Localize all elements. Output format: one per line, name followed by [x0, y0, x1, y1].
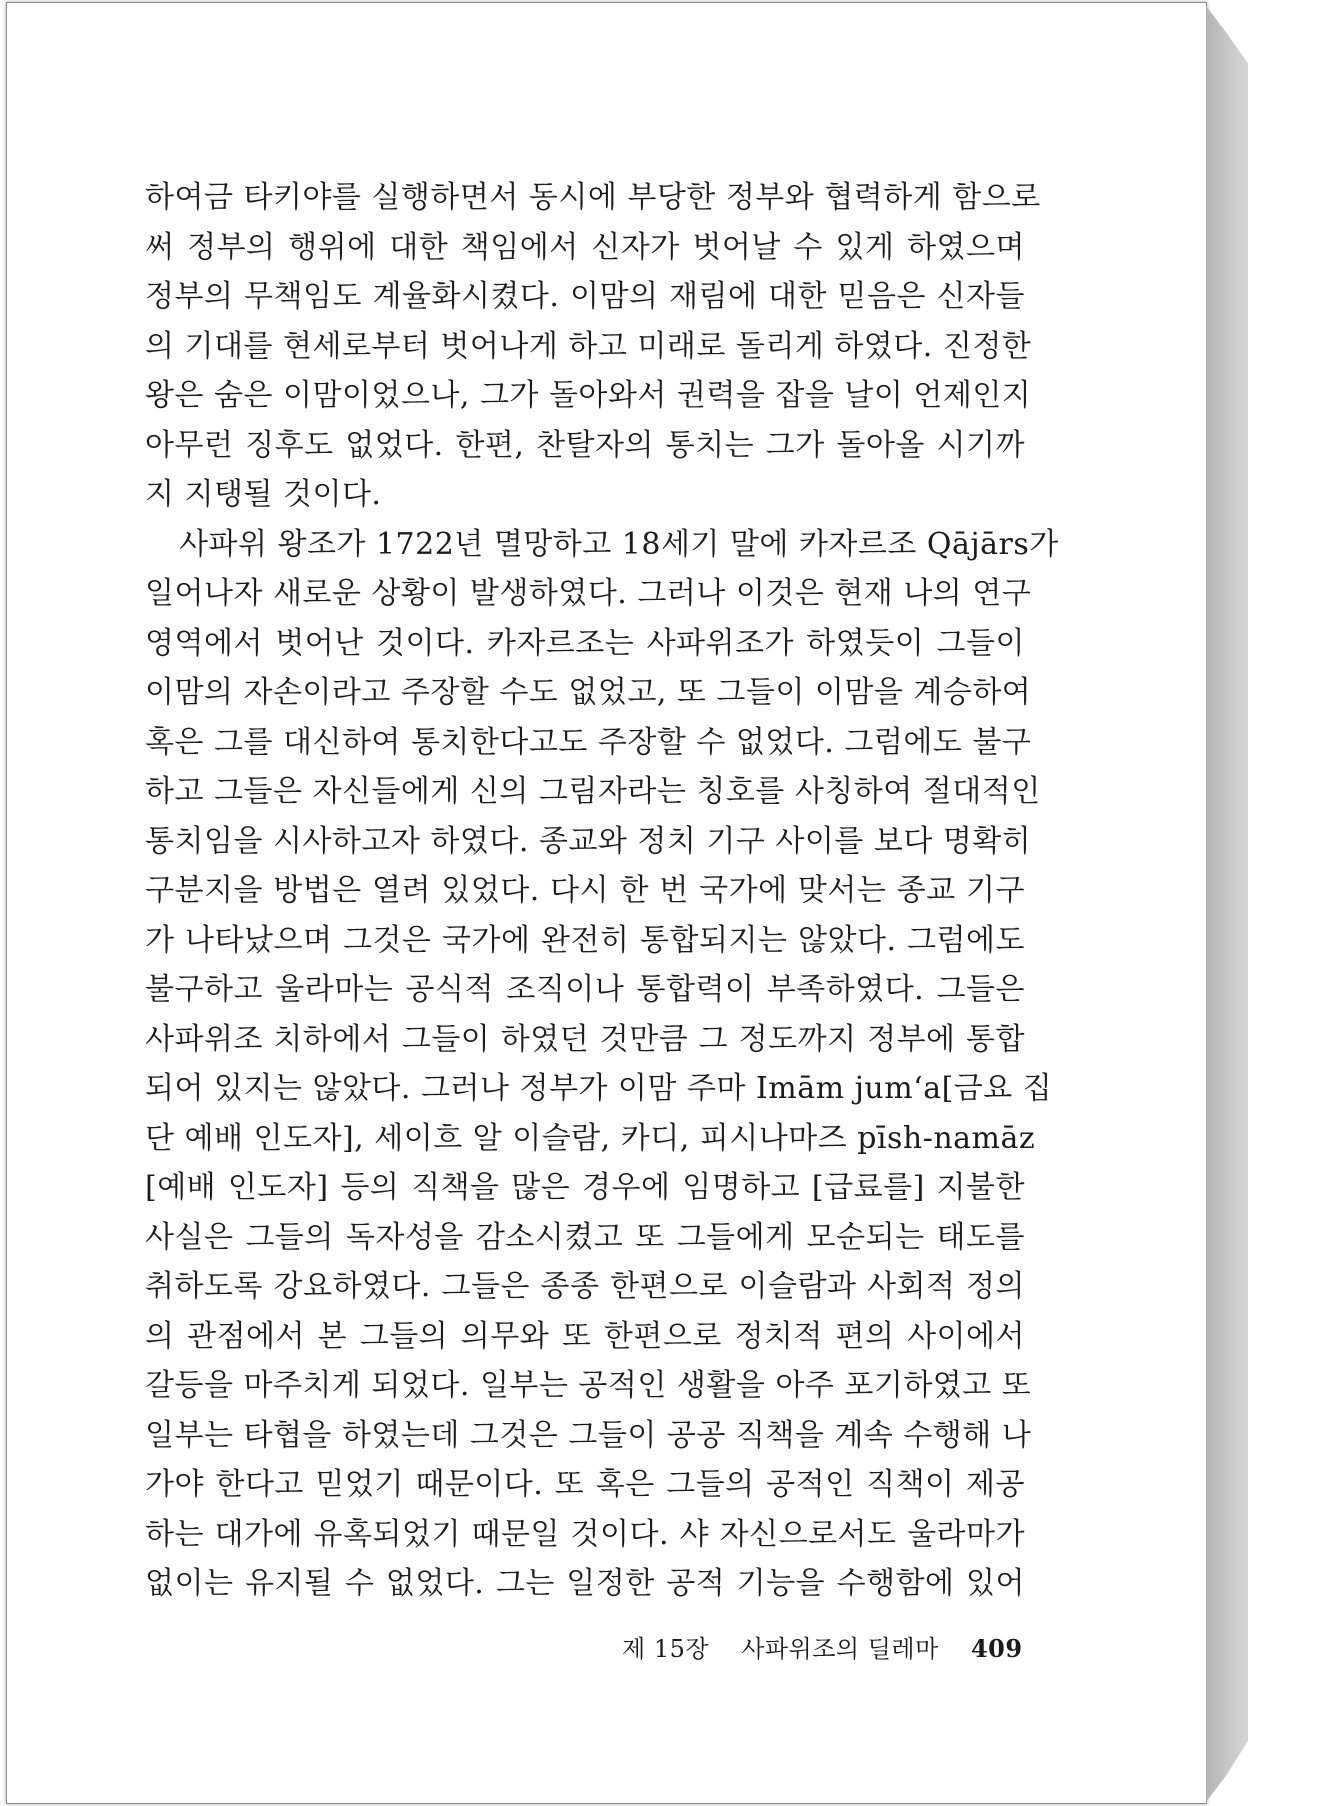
text-line: 불구하고 울라마는 공식적 조직이나 통합력이 부족하였다. 그들은 — [145, 972, 1025, 1007]
text-line: 구분지을 방법은 열려 있었다. 다시 한 번 국가에 맞서는 종교 기구 — [145, 873, 1025, 908]
text-line: 하는 대가에 유혹되었기 때문일 것이다. 샤 자신으로서도 울라마가 — [145, 1516, 1025, 1552]
running-footer — [622, 1629, 1023, 1664]
text-line: 되어 있지는 않았다. 그러나 정부가 이맘 주마 Imām jum‘a[금요 집 — [145, 1071, 1053, 1106]
text-line: 일부는 타협을 하였는데 그것은 그들이 공공 직책을 계속 수행해 나 — [145, 1417, 1032, 1453]
text-line: 사파위 왕조가 1722년 멸망하고 18세기 말에 카자르조 Qājārs가 — [179, 526, 1059, 562]
text-line: 의 관점에서 본 그들의 의무와 또 한편으로 정치적 편의 사이에서 — [145, 1318, 1025, 1354]
text-line: 지 지탱될 것이다. — [145, 477, 382, 512]
text-line: 써 정부의 행위에 대한 책임에서 신자가 벗어날 수 있게 하였으며 — [145, 229, 1025, 265]
text-line: 의 기대를 현세로부터 벗어나게 하고 미래로 돌리게 하였다. 진정한 — [145, 328, 1032, 364]
text-line: [예배 인도자] 등의 직책을 많은 경우에 임명하고 [급료를] 지불한 — [145, 1170, 1025, 1205]
text-line: 취하도록 강요하였다. 그들은 종종 한편으로 이슬람과 사회적 정의 — [145, 1269, 1025, 1304]
text-line: 아무런 징후도 없었다. 한편, 찬탈자의 통치는 그가 돌아올 시기까 — [145, 427, 1025, 463]
book-page — [6, 2, 1207, 1804]
text-line: 갈등을 마주치게 되었다. 일부는 공적인 생활을 아주 포기하였고 또 — [145, 1368, 1032, 1403]
text-line: 하고 그들은 자신들에게 신의 그림자라는 칭호를 사칭하여 절대적인 — [145, 774, 1041, 809]
text-line: 이맘의 자손이라고 주장할 수도 없었고, 또 그들이 이맘을 계승하여 — [145, 675, 1032, 710]
page-stack-edge — [1206, 6, 1248, 1802]
text-line: 정부의 무책임도 계율화시켰다. 이맘의 재림에 대한 믿음은 신자들 — [145, 279, 1025, 314]
text-line: 사파위조 치하에서 그들이 하였던 것만큼 그 정도까지 정부에 통합 — [145, 1021, 1025, 1057]
text-line: 영역에서 벗어난 것이다. 카자르조는 사파위조가 하였듯이 그들이 — [145, 625, 1025, 661]
text-line: 통치임을 시사하고자 하였다. 종교와 정치 기구 사이를 보다 명확히 — [145, 823, 1032, 859]
chapter-number: 제 15장 — [622, 1635, 710, 1663]
page-number: 409 — [970, 1634, 1023, 1663]
text-line: 혹은 그를 대신하여 통치한다고도 주장할 수 없었다. 그럼에도 불구 — [145, 724, 1032, 760]
text-line: 하여금 타키야를 실행하면서 동시에 부당한 정부와 협력하게 함으로 — [145, 180, 1041, 215]
text-line: 단 예배 인도자], 세이흐 알 이슬람, 카디, 피시나마즈 pīsh-namāz — [145, 1120, 1036, 1156]
chapter-title: 사파위조의 딜레마 — [741, 1635, 939, 1663]
text-line: 없이는 유지될 수 없었다. 그는 일정한 공적 기능을 수행함에 있어 — [145, 1566, 1025, 1601]
text-line: 사실은 그들의 독자성을 감소시켰고 또 그들에게 모순되는 태도를 — [145, 1219, 1025, 1255]
body-text — [145, 173, 1059, 1609]
text-line: 가야 한다고 믿었기 때문이다. 또 혹은 그들의 공적인 직책이 제공 — [145, 1467, 1025, 1502]
text-line: 왕은 숨은 이맘이었으나, 그가 돌아와서 권력을 잡을 날이 언제인지 — [145, 378, 1032, 413]
text-line: 일어나자 새로운 상황이 발생하였다. 그러나 이것은 현재 나의 연구 — [145, 576, 1032, 611]
text-line: 가 나타났으며 그것은 국가에 완전히 통합되지는 않았다. 그럼에도 — [145, 922, 1025, 958]
